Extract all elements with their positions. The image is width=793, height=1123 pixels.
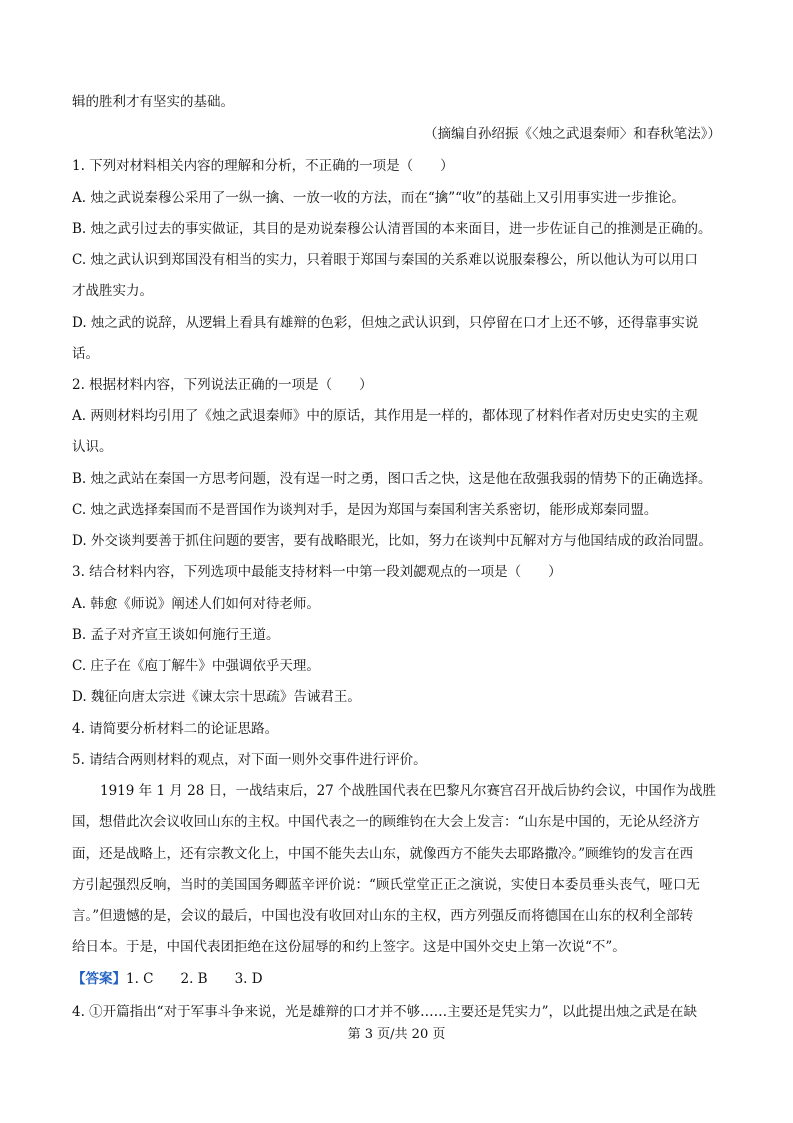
text-line: 辑的胜利才有坚实的基础。 — [72, 94, 234, 110]
question-4: 4. 请简要分析材料二的论证思路。 — [72, 721, 279, 737]
question-1: 1. 下列对材料相关内容的理解和分析，不正确的一项是（ ） — [72, 158, 454, 174]
option-1b: B. 烛之武引过去的事实做证，其目的是劝说秦穆公认清晋国的本来面目，进一步佐证自己的推测是正确的。 — [72, 221, 712, 237]
option-2d: D. 外交谈判要善于抓住问题的要害，要有战略眼光，比如，努力在谈判中瓦解对方与他国结成的政治同盟。 — [72, 533, 712, 549]
option-3d: D. 魏征向唐太宗进《谏太宗十思疏》告诫君王。 — [72, 689, 361, 705]
event-paragraph-line: 国，想借此次会议收回山东的主权。中国代表之一的顾维钧在大会上发言：“山东是中国的，无论从经济方 — [72, 814, 700, 830]
option-1c-cont: 才战胜实力。 — [72, 283, 153, 299]
option-3a: A. 韩愈《师说》阐述人们如何对待老师。 — [72, 596, 320, 612]
question-2: 2. 根据材料内容，下列说法正确的一项是（ ） — [72, 377, 373, 393]
option-3c: C. 庄子在《庖丁解牛》中强调依乎天理。 — [72, 658, 320, 674]
option-1c: C. 烛之武认识到郑国没有相当的实力，只着眼于郑国与秦国的关系难以说服秦穆公，所以他认为可以用口 — [72, 252, 698, 268]
option-1d-cont: 话。 — [72, 346, 99, 362]
event-paragraph-line: 面，还是战略上，还有宗教文化上，中国不能失去山东，就像西方不能失去耶路撒冷。”顾维钧的发言在西 — [72, 846, 694, 862]
option-1a: A. 烛之武说秦穆公采用了一纵一擒、一放一收的方法，而在“擒”“收”的基础上又引用事实进一步推论。 — [72, 190, 685, 206]
answer-line — [72, 969, 263, 989]
event-paragraph-line: 言。”但遗憾的是，会议的最后，中国也没有收回对山东的主权，西方列强反而将德国在山东的权利全部转 — [72, 908, 694, 924]
page-number: 第 3 页/共 20 页 — [347, 1027, 446, 1042]
option-2c: C. 烛之武选择秦国而不是晋国作为谈判对手，是因为郑国与秦国利害关系密切，能形成郑秦同盟。 — [72, 502, 658, 518]
event-paragraph-line: 给日本。于是，中国代表团拒绝在这份屈辱的和约上签字。这是中国外交史上第一次说“不”。 — [72, 939, 626, 955]
option-2a: A. 两则材料均引用了《烛之武退秦师》中的原话，其作用是一样的，都体现了材料作者对历史史实的主观 — [72, 408, 698, 424]
source-citation: （摘编自孙绍振《〈烛之武退秦师〉和春秋笔法》） — [424, 126, 721, 142]
answer-tag: 【答案】 — [72, 971, 126, 987]
option-2a-cont: 认识。 — [72, 439, 113, 455]
event-paragraph-line: 方引起强烈反响，当时的美国国务卿蓝辛评价说：“顾氏堂堂正正之演说，实使日本委员垂头丧气，哑口无 — [72, 877, 700, 893]
option-3b: B. 孟子对齐宣王谈如何施行王道。 — [72, 627, 280, 643]
event-paragraph-line: 1919 年 1 月 28 日，一战结束后，27 个战胜国代表在巴黎凡尔赛宫召开战后协约会议，中国作为战胜 — [100, 783, 717, 799]
answer-4-line: 4. ①开篇指出“对于军事斗争来说，光是雄辩的口才并不够……主要还是凭实力”，以此提出烛之武是在缺 — [72, 1004, 697, 1020]
option-1d: D. 烛之武的说辞，从逻辑上看具有雄辩的色彩，但烛之武认识到，只停留在口才上还不够，还得靠事实说 — [72, 315, 699, 331]
answer-text: 1. C 2. B 3. D — [126, 971, 263, 987]
question-3: 3. 结合材料内容，下列选项中最能支持材料一中第一段刘勰观点的一项是（ ） — [72, 564, 562, 580]
question-5: 5. 请结合两则材料的观点，对下面一则外交事件进行评价。 — [72, 752, 427, 768]
option-2b: B. 烛之武站在秦国一方思考问题，没有逞一时之勇，图口舌之快，这是他在敌强我弱的情势下的正确选择。 — [72, 471, 712, 487]
